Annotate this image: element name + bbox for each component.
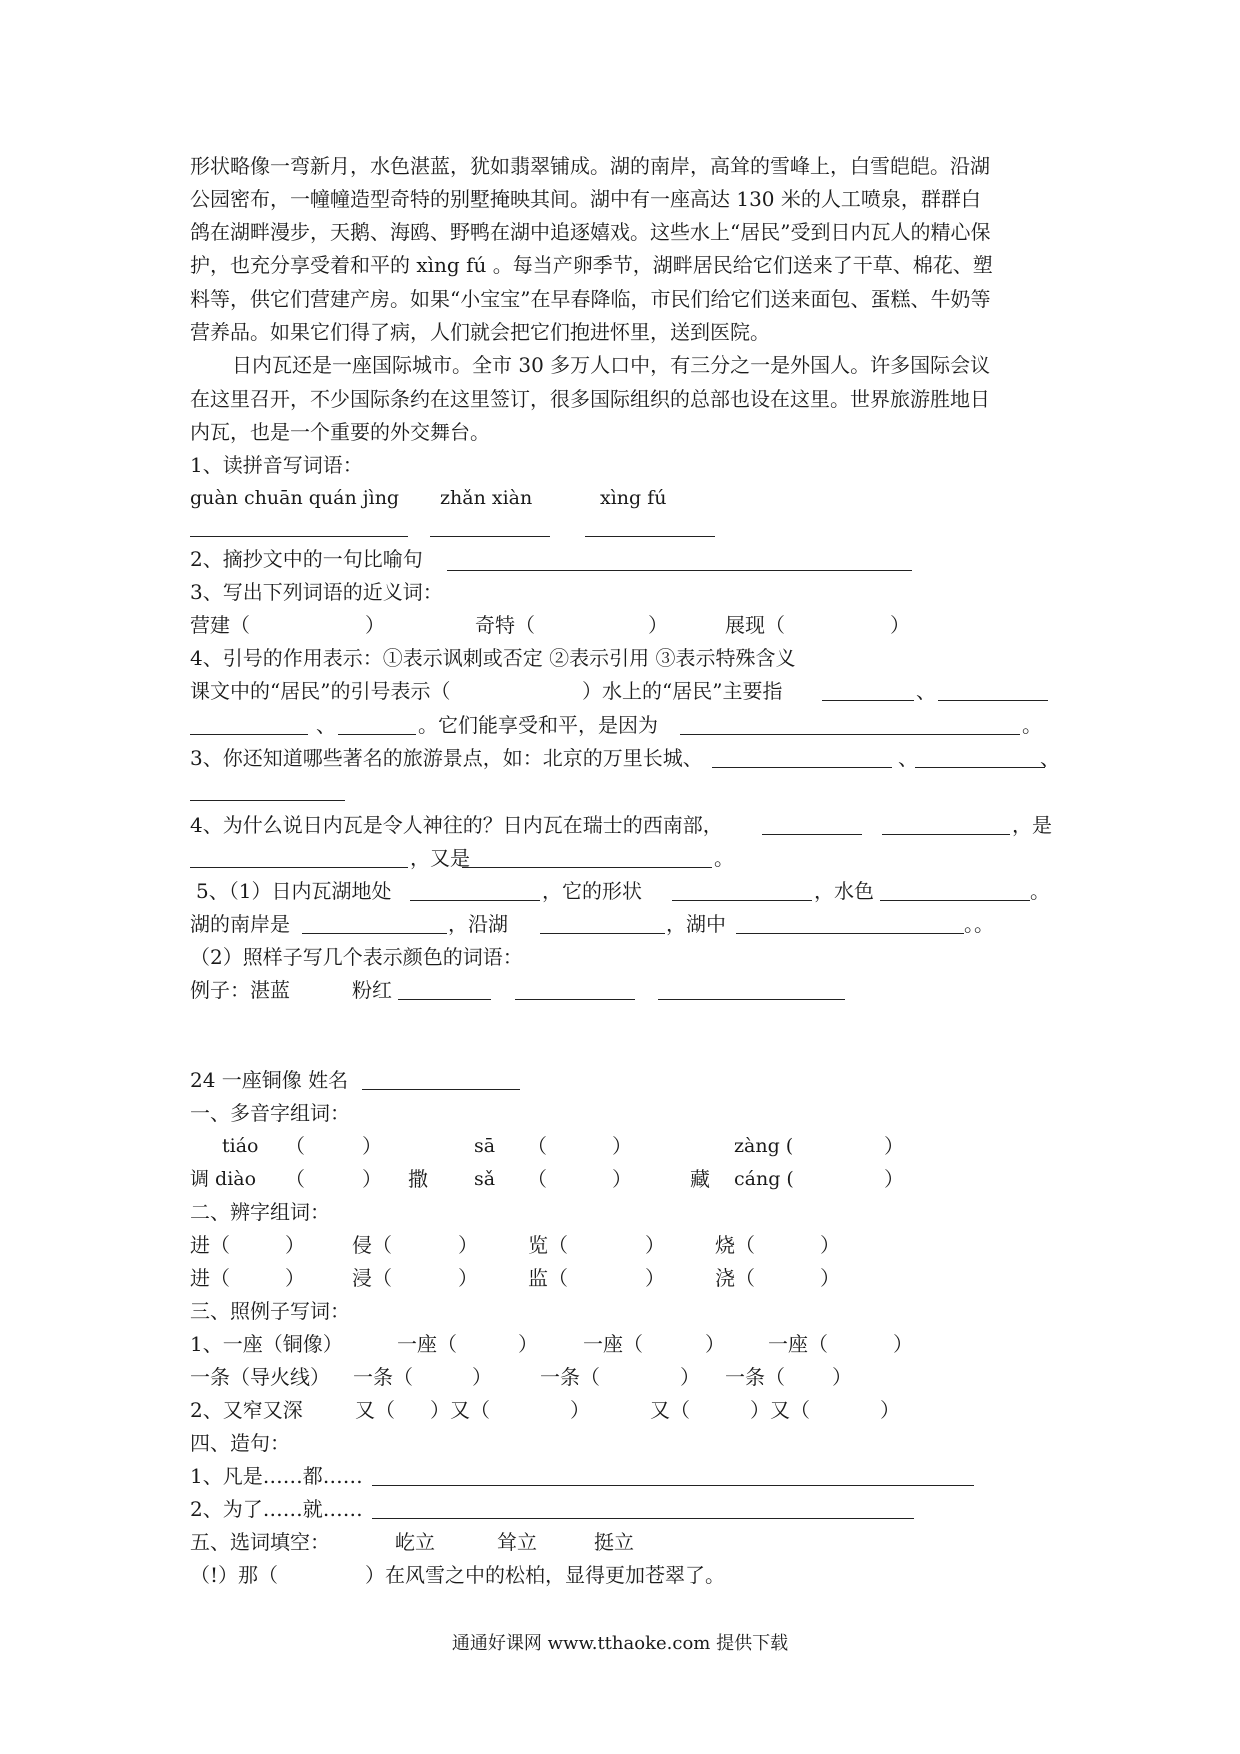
fill-question: ）在风雪之中的松柏，显得更加苍翠了。 bbox=[365, 1563, 725, 1587]
paren: ） bbox=[458, 1266, 478, 1290]
answer-line[interactable] bbox=[938, 700, 1048, 701]
example-text: 例子：湛蓝 bbox=[190, 978, 290, 1002]
synonym-close: ） bbox=[890, 613, 910, 637]
paren: ） bbox=[612, 1167, 632, 1191]
char: 藏 bbox=[690, 1167, 710, 1191]
char-item: 浇（ bbox=[715, 1266, 755, 1290]
period: 。 bbox=[714, 846, 734, 870]
question-scenic-label: 3、你还知道哪些著名的旅游景点，如：北京的万里长城、 bbox=[190, 746, 703, 770]
answer-line[interactable] bbox=[712, 767, 892, 768]
pinyin-1: guàn chuān quán jìng bbox=[190, 487, 400, 509]
passage-line: 料等，供它们营建产房。如果“小宝宝”在早春降临，市民们给它们送来面包、蛋糕、牛奶等 bbox=[190, 287, 991, 311]
text: ，沿湖 bbox=[448, 912, 508, 936]
answer-line[interactable] bbox=[880, 900, 1030, 901]
paren: ） bbox=[645, 1266, 665, 1290]
choice-word: 耸立 bbox=[497, 1530, 537, 1554]
synonym-close: ） bbox=[365, 613, 385, 637]
answer-line[interactable] bbox=[190, 800, 345, 801]
answer-line[interactable] bbox=[540, 933, 665, 934]
paren: （ bbox=[527, 1167, 547, 1191]
answer-line[interactable] bbox=[762, 834, 862, 835]
separator: 、 bbox=[898, 746, 918, 770]
answer-line[interactable] bbox=[302, 933, 447, 934]
synonym-item: 奇特（ bbox=[475, 613, 535, 637]
section-3-label: 三、照例子写词： bbox=[190, 1299, 350, 1323]
answer-line[interactable] bbox=[447, 570, 912, 571]
lesson-title: 24 一座铜像 姓名 bbox=[190, 1068, 349, 1092]
question-1-label: 1、读拼音写词语： bbox=[190, 453, 363, 477]
word-item: 一条（ bbox=[540, 1365, 600, 1389]
choice-word: 挺立 bbox=[594, 1530, 634, 1554]
question-2-label: 2、摘抄文中的一句比喻句 bbox=[190, 547, 423, 571]
pinyin: sā bbox=[474, 1135, 496, 1157]
pinyin: cáng ( bbox=[734, 1168, 794, 1190]
answer-line[interactable] bbox=[915, 767, 1045, 768]
answer-line[interactable] bbox=[658, 999, 845, 1000]
text-shi: ，是 bbox=[1012, 813, 1052, 837]
answer-line[interactable] bbox=[680, 734, 1020, 735]
word-item: ）又（ bbox=[750, 1398, 810, 1422]
answer-line[interactable] bbox=[190, 734, 308, 735]
paren: ） bbox=[820, 1266, 840, 1290]
paren: ） bbox=[285, 1233, 305, 1257]
question-5-2-label: （2）照样子写几个表示颜色的词语： bbox=[190, 945, 523, 969]
word-item: 一条（ bbox=[725, 1365, 785, 1389]
example-text: 粉红 bbox=[352, 978, 392, 1002]
paren: （ bbox=[285, 1167, 305, 1191]
paren: ） bbox=[884, 1167, 904, 1191]
passage-line: 在这里召开，不少国际条约在这里签订，很多国际组织的总部也设在这里。世界旅游胜地日 bbox=[190, 387, 990, 411]
answer-line[interactable] bbox=[372, 1485, 974, 1486]
synonym-item: 营建（ bbox=[190, 613, 250, 637]
quote-question: ）水上的“居民”主要指 bbox=[582, 679, 783, 703]
page-footer: 通通好课网 www.tthaoke.com 提供下载 bbox=[451, 1633, 789, 1654]
answer-line[interactable] bbox=[515, 999, 635, 1000]
char-item: 侵（ bbox=[352, 1233, 392, 1257]
text: ，它的形状 bbox=[542, 879, 642, 903]
word-item: 一座（ bbox=[397, 1332, 457, 1356]
char-item: 监（ bbox=[528, 1266, 568, 1290]
example-item: 一条（导火线） bbox=[190, 1365, 330, 1389]
paren: ） bbox=[645, 1233, 665, 1257]
paren: ） bbox=[612, 1134, 632, 1158]
char-item: 烧（ bbox=[715, 1233, 755, 1257]
paren: ） bbox=[472, 1365, 492, 1389]
name-field[interactable] bbox=[362, 1089, 520, 1090]
pinyin: zàng ( bbox=[734, 1135, 794, 1157]
paren: ） bbox=[570, 1398, 590, 1422]
paren: ） bbox=[884, 1134, 904, 1158]
pinyin: sǎ bbox=[474, 1168, 496, 1190]
paren: ） bbox=[518, 1332, 538, 1356]
section-1-label: 一、多音字组词： bbox=[190, 1101, 350, 1125]
pinyin-2: zhǎn xiàn bbox=[440, 487, 533, 509]
passage-line: 鸽在湖畔漫步，天鹅、海鸥、野鸭在湖中追逐嬉戏。这些水上“居民”受到日内瓦人的精心保 bbox=[190, 220, 991, 244]
question-geneva-label: 4、为什么说日内瓦是令人神往的？日内瓦在瑞士的西南部， bbox=[190, 813, 723, 837]
answer-line[interactable] bbox=[822, 700, 914, 701]
separator: 、 bbox=[1040, 746, 1060, 770]
question-4-label: 4、引号的作用表示：①表示讽刺或否定 ②表示引用 ③表示特殊含义 bbox=[190, 646, 796, 670]
answer-line[interactable] bbox=[462, 867, 712, 868]
paren: ） bbox=[820, 1233, 840, 1257]
passage-line: 营养品。如果它们得了病，人们就会把它们抱进怀里，送到医院。 bbox=[190, 320, 770, 344]
period: 。 bbox=[1030, 879, 1050, 903]
paren: （ bbox=[285, 1134, 305, 1158]
char: 撒 bbox=[408, 1167, 428, 1191]
answer-line[interactable] bbox=[736, 933, 964, 934]
paren: ） bbox=[832, 1365, 852, 1389]
fill-question: （!）那（ bbox=[190, 1563, 279, 1587]
sentence-prompt: 2、为了……就…… bbox=[190, 1497, 363, 1521]
text-you: ，又是 bbox=[410, 846, 470, 870]
pinyin: 调 diào bbox=[190, 1168, 257, 1190]
answer-line[interactable] bbox=[410, 900, 540, 901]
separator: 、 bbox=[916, 679, 936, 703]
paren: ） bbox=[285, 1266, 305, 1290]
text: 湖的南岸是 bbox=[190, 912, 290, 936]
word-item: 又（ bbox=[355, 1398, 395, 1422]
answer-line[interactable] bbox=[882, 834, 1010, 835]
answer-line[interactable] bbox=[338, 734, 416, 735]
word-item: ）又（ bbox=[430, 1398, 490, 1422]
paren: ） bbox=[362, 1134, 382, 1158]
char-item: 进（ bbox=[190, 1233, 230, 1257]
text: ，湖中 bbox=[666, 912, 726, 936]
answer-line[interactable] bbox=[190, 867, 408, 868]
separator: 、 bbox=[316, 713, 336, 737]
question-3-label: 3、写出下列词语的近义词： bbox=[190, 580, 443, 604]
passage-line: 形状略像一弯新月，水色湛蓝，犹如翡翠铺成。湖的南岸，高耸的雪峰上，白雪皑皑。沿湖 bbox=[190, 154, 990, 178]
answer-line[interactable] bbox=[398, 999, 491, 1000]
section-4-label: 四、造句： bbox=[190, 1431, 290, 1455]
paren: ） bbox=[680, 1365, 700, 1389]
period: 。。 bbox=[964, 912, 994, 936]
char-item: 进（ bbox=[190, 1266, 230, 1290]
char-item: 浸（ bbox=[352, 1266, 392, 1290]
quote-question: 课文中的“居民”的引号表示（ bbox=[190, 679, 451, 703]
answer-line[interactable] bbox=[190, 536, 408, 537]
text: ，水色 bbox=[814, 879, 874, 903]
word-item: 一条（ bbox=[353, 1365, 413, 1389]
paren: ） bbox=[705, 1332, 725, 1356]
synonym-item: 展现（ bbox=[725, 613, 785, 637]
quote-question: 。它们能享受和平，是因为 bbox=[418, 713, 658, 737]
char-item: 览（ bbox=[528, 1233, 568, 1257]
pinyin: tiáo bbox=[222, 1135, 259, 1157]
paren: ） bbox=[880, 1398, 900, 1422]
question-5-label: 5、（1）日内瓦湖地处 bbox=[196, 879, 392, 903]
passage-line: 公园密布，一幢幢造型奇特的别墅掩映其间。湖中有一座高达 130 米的人工喷泉，群群白 bbox=[190, 187, 981, 211]
passage-line: 内瓦，也是一个重要的外交舞台。 bbox=[190, 420, 490, 444]
answer-line[interactable] bbox=[585, 536, 715, 537]
sentence-prompt: 1、凡是……都…… bbox=[190, 1464, 363, 1488]
paren: （ bbox=[527, 1134, 547, 1158]
answer-line[interactable] bbox=[672, 900, 812, 901]
paren: ） bbox=[458, 1233, 478, 1257]
passage-line: 护，也充分享受着和平的 xìng fú 。每当产卵季节，湖畔居民给它们送来了干草、棉花、塑 bbox=[190, 253, 993, 277]
paren: ） bbox=[362, 1167, 382, 1191]
period: 。 bbox=[1022, 713, 1042, 737]
word-item: 一座（ bbox=[583, 1332, 643, 1356]
example-item: 1、一座（铜像） bbox=[190, 1332, 343, 1356]
choice-word: 屹立 bbox=[395, 1530, 435, 1554]
word-item: 一座（ bbox=[768, 1332, 828, 1356]
answer-line[interactable] bbox=[372, 1518, 914, 1519]
section-5-label: 五、选词填空： bbox=[190, 1530, 330, 1554]
pinyin-3: xìng fú bbox=[600, 487, 667, 509]
answer-line[interactable] bbox=[430, 536, 550, 537]
passage-line: 日内瓦还是一座国际城市。全市 30 多万人口中，有三分之一是外国人。许多国际会议 bbox=[232, 353, 991, 377]
paren: ） bbox=[893, 1332, 913, 1356]
word-item: 又（ bbox=[650, 1398, 690, 1422]
synonym-close: ） bbox=[648, 613, 668, 637]
section-2-label: 二、辨字组词： bbox=[190, 1200, 330, 1224]
example-item: 2、又窄又深 bbox=[190, 1398, 303, 1422]
